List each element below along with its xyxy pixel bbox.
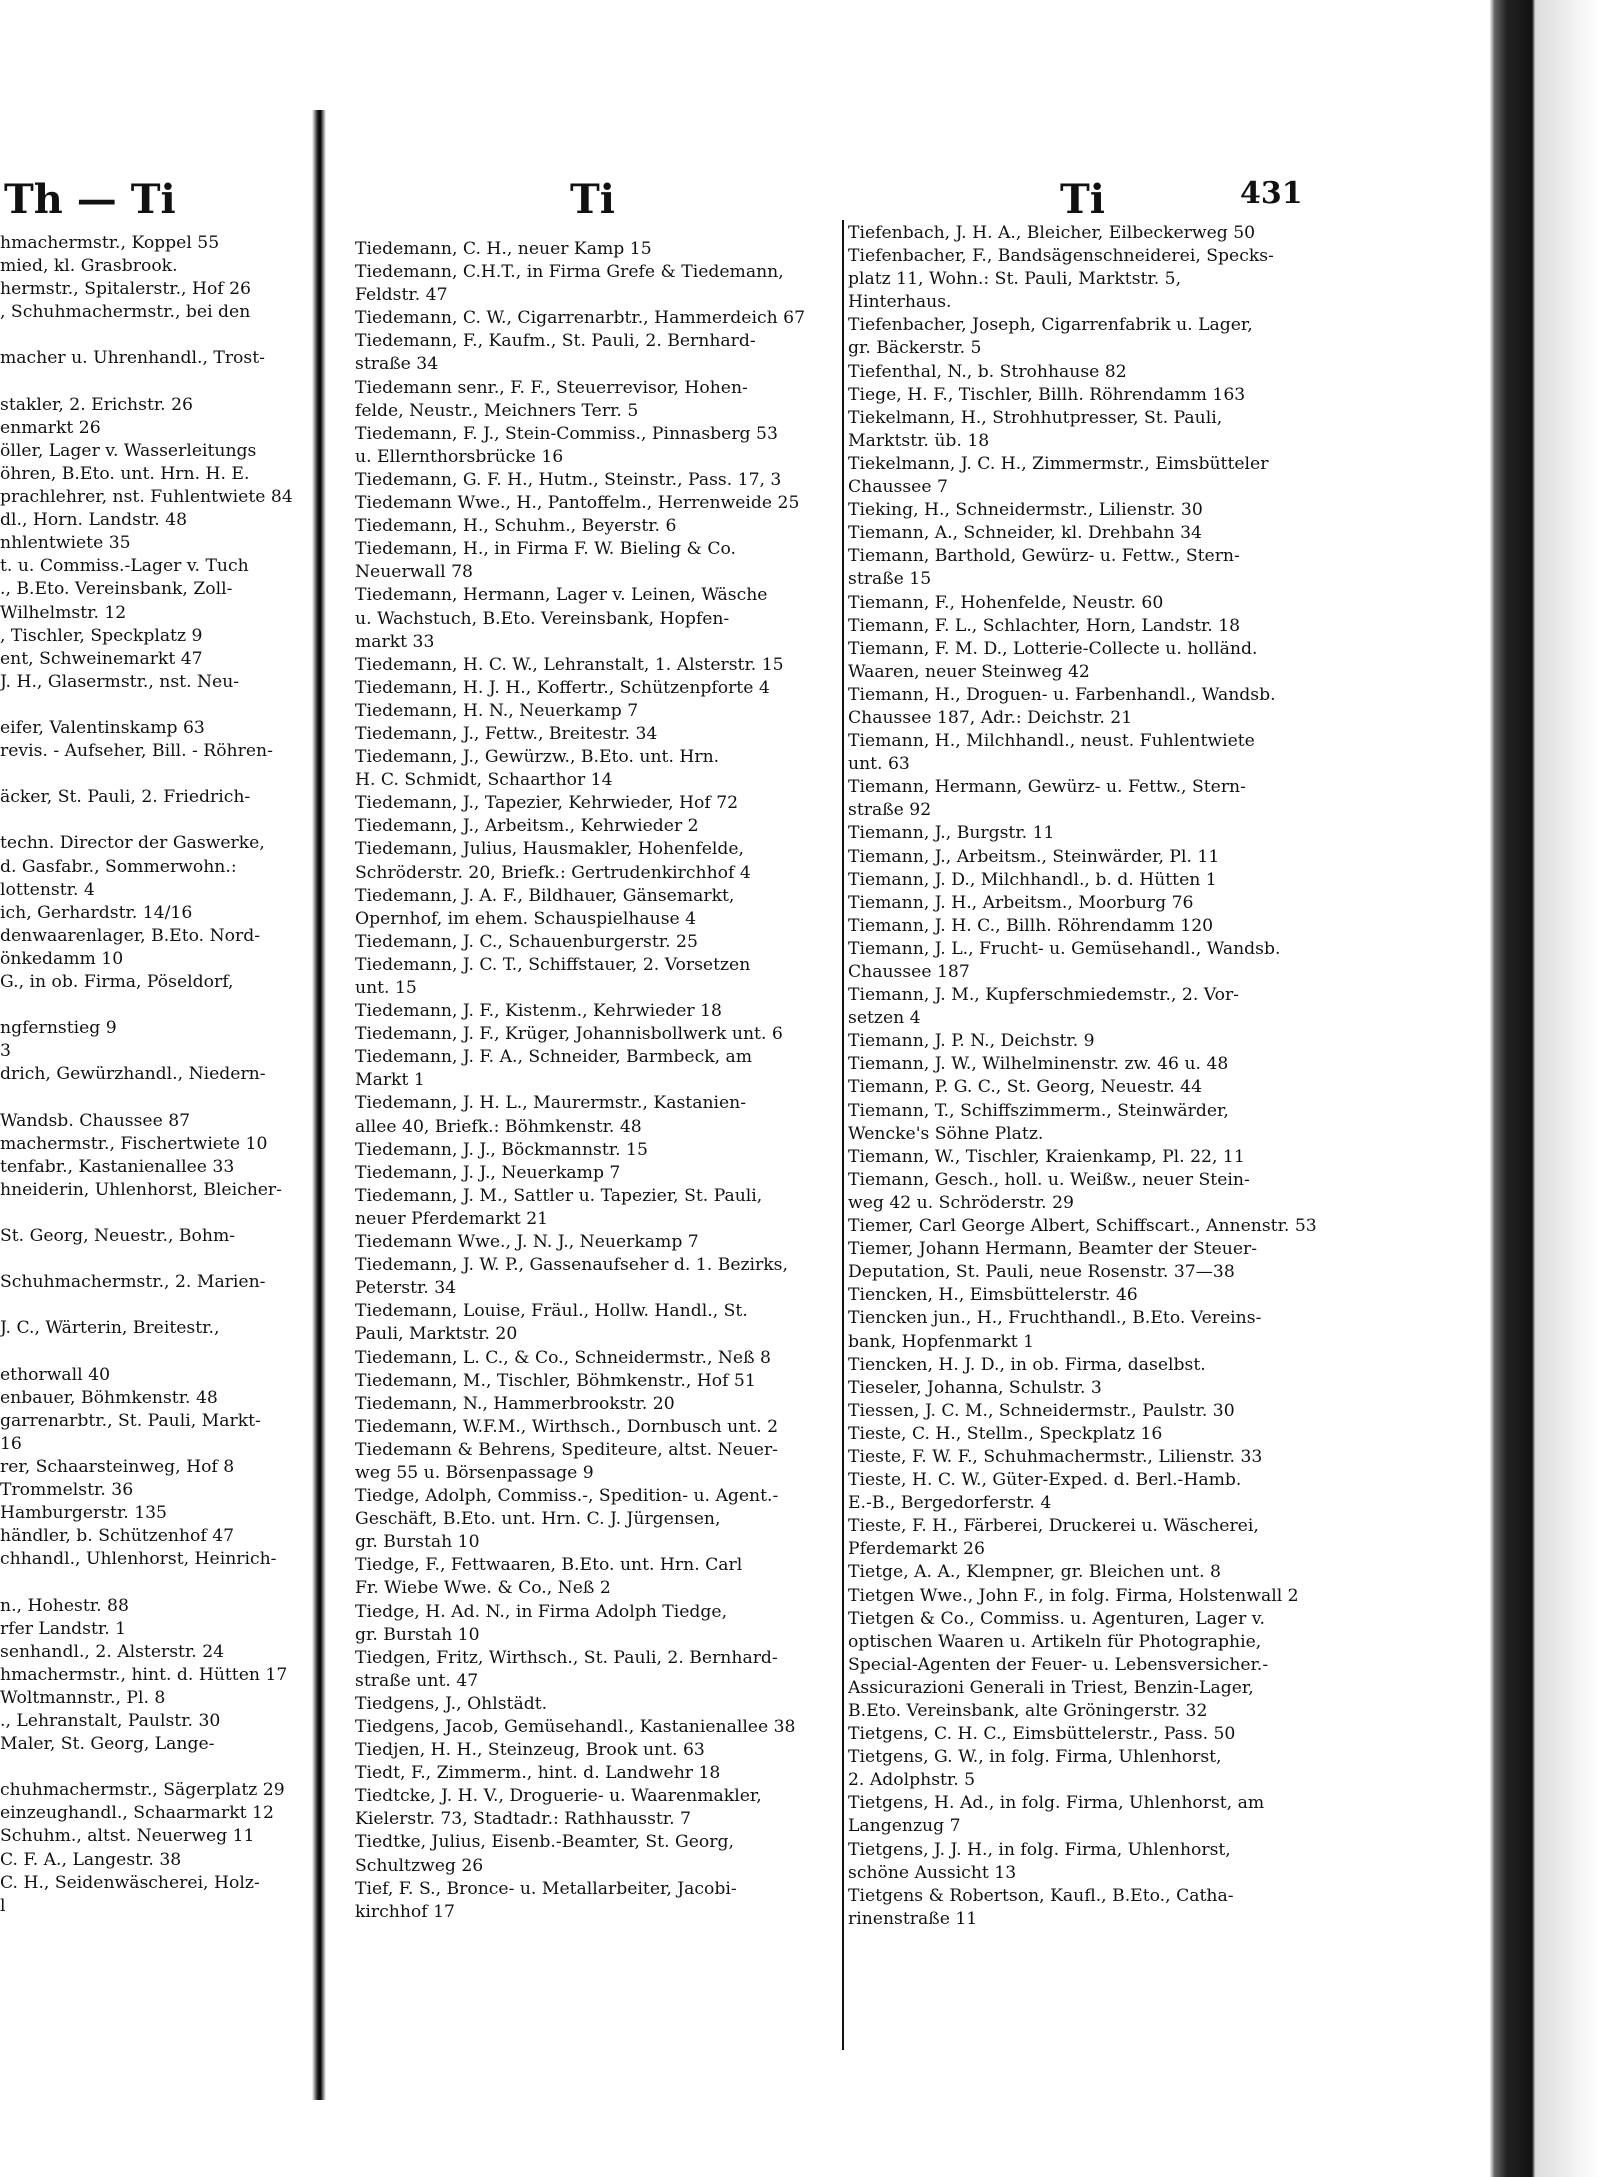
- directory-entry-line: Tiedemann, F. J., Stein-Commiss., Pinnasberg 53: [355, 423, 778, 444]
- directory-entry-line: [0, 1202, 300, 1225]
- directory-entry-line: händler, b. Schützenhof 47: [0, 1526, 235, 1547]
- directory-entry-line: ethorwall 40: [0, 1364, 110, 1385]
- directory-entry-line: Tiemer, Carl George Albert, Schiffscart., Annenstr. 53: [848, 1216, 1317, 1237]
- directory-entry-line: Markt 1: [355, 1070, 425, 1091]
- directory-entry-line: Tiedgens, J., Ohlstädt.: [355, 1693, 548, 1714]
- directory-entry-line: Tiencken, H. J. D., in ob. Firma, daselbst.: [848, 1354, 1206, 1375]
- directory-entry-line: Tief, F. S., Bronce- u. Metallarbeiter, Jacobi-: [355, 1878, 737, 1899]
- directory-entry-line: Tiedemann, F., Kaufm., St. Pauli, 2. Bernhard-: [355, 331, 756, 352]
- directory-entry-line: [0, 324, 300, 347]
- directory-entry-line: Wencke's Söhne Platz.: [848, 1123, 1044, 1144]
- directory-entry-line: n., Hohestr. 88: [0, 1595, 129, 1616]
- directory-entry-line: senhandl., 2. Alsterstr. 24: [0, 1641, 225, 1662]
- directory-entry-line: Tiedemann, J. M., Sattler u. Tapezier, St. Pauli,: [355, 1185, 763, 1206]
- directory-entry-line: Tiedemann, Louise, Fräul., Hollw. Handl., St.: [355, 1301, 748, 1322]
- directory-entry-line: weg 55 u. Börsenpassage 9: [355, 1462, 594, 1483]
- directory-entry-line: Tiemann, H., Droguen- u. Farbenhandl., Wandsb.: [848, 684, 1276, 705]
- directory-entry-line: enmarkt 26: [0, 417, 101, 438]
- directory-entry-line: rinenstraße 11: [848, 1908, 978, 1929]
- directory-entry-line: Tietgen Wwe., John F., in folg. Firma, Holstenwall 2: [848, 1585, 1299, 1606]
- directory-entry-line: 2. Adolphstr. 5: [848, 1770, 976, 1791]
- directory-entry-line: Tiedemann, H., in Firma F. W. Bieling & Co.: [355, 539, 736, 560]
- directory-entry-line: setzen 4: [848, 1008, 921, 1029]
- left-page-column: [0, 232, 300, 1918]
- directory-entry-line: [0, 763, 300, 786]
- directory-entry-line: machermstr., Fischertwiete 10: [0, 1133, 268, 1154]
- directory-entry-line: [0, 1294, 300, 1317]
- directory-entry-line: E.-B., Bergedorferstr. 4: [848, 1493, 1052, 1514]
- page-number: 431: [1240, 176, 1303, 211]
- directory-entry-line: Tieste, F. W. F., Schuhmachermstr., Lilienstr. 33: [848, 1446, 1263, 1467]
- directory-entry-line: Tiedt, F., Zimmerm., hint. d. Landwehr 18: [355, 1763, 721, 1784]
- directory-entry-line: B.Eto. Vereinsbank, alte Gröningerstr. 32: [848, 1701, 1208, 1721]
- directory-entry-line: Tiedemann, H., Schuhm., Beyerstr. 6: [355, 516, 677, 537]
- directory-entry-line: Tiedemann, J., Fettw., Breitestr. 34: [355, 723, 658, 744]
- directory-entry-line: Tiege, H. F., Tischler, Billh. Röhrendamm 163: [848, 384, 1246, 405]
- directory-entry-line: Tiekelmann, J. C. H., Zimmermstr., Eimsbütteler: [848, 453, 1269, 474]
- directory-entry-line: Tiemann, J. L., Frucht- u. Gemüsehandl., Wandsb.: [848, 938, 1281, 959]
- directory-entry-line: Tiedtcke, J. H. V., Droguerie- u. Waarenmakler,: [355, 1786, 762, 1807]
- directory-entry-line: einzeughandl., Schaarmarkt 12: [0, 1803, 274, 1824]
- directory-entry-line: Tiedjen, H. H., Steinzeug, Brook unt. 63: [355, 1740, 705, 1761]
- directory-entry-line: Pferdemarkt 26: [848, 1539, 985, 1560]
- directory-entry-line: Tiedemann, M., Tischler, Böhmkenstr., Hof 51: [355, 1370, 756, 1391]
- directory-entry-line: stakler, 2. Erichstr. 26: [0, 394, 193, 415]
- directory-entry-line: garrenarbtr., St. Pauli, Markt-: [0, 1410, 261, 1431]
- directory-entry-line: gr. Bäckerstr. 5: [848, 338, 982, 359]
- directory-entry-line: Tiedge, Adolph, Commiss.-, Spedition- u. Agent.-: [355, 1486, 779, 1507]
- directory-entry-line: önkedamm 10: [0, 948, 124, 969]
- right-column: [848, 222, 1328, 1931]
- directory-entry-line: Tiedemann, C.H.T., in Firma Grefe & Tiedemann,: [355, 262, 784, 283]
- directory-entry-line: Tieseler, Johanna, Schulstr. 3: [848, 1377, 1102, 1398]
- directory-entry-line: Tiedemann, G. F. H., Hutm., Steinstr., Pass. 17, 3: [355, 469, 782, 490]
- directory-entry-line: Wandsb. Chaussee 87: [0, 1110, 191, 1131]
- directory-entry-line: Tiedemann, W.F.M., Wirthsch., Dornbusch unt. 2: [355, 1416, 779, 1437]
- directory-entry-line: Tiedtke, Julius, Eisenb.-Beamter, St. Georg,: [355, 1832, 734, 1853]
- directory-entry-line: bank, Hopfenmarkt 1: [848, 1331, 1035, 1352]
- directory-entry-line: ., Lehranstalt, Paulstr. 30: [0, 1711, 221, 1731]
- directory-entry-line: [0, 809, 300, 832]
- directory-entry-line: Tiemann, W., Tischler, Kraienkamp, Pl. 22, 11: [848, 1146, 1245, 1167]
- directory-entry-line: felde, Neustr., Meichners Terr. 5: [355, 400, 639, 421]
- directory-entry-line: Tiefenbacher, Joseph, Cigarrenfabrik u. Lager,: [848, 315, 1253, 336]
- directory-entry-line: Special-Agenten der Feuer- u. Lebensversicher.-: [848, 1654, 1269, 1675]
- directory-entry-line: öller, Lager v. Wasserleitungs: [0, 440, 257, 461]
- directory-entry-line: ich, Gerhardstr. 14/16: [0, 902, 193, 923]
- directory-entry-line: Tiedemann, J. A. F., Bildhauer, Gänsemarkt,: [355, 885, 735, 906]
- directory-entry-line: ngfernstieg 9: [0, 1018, 117, 1039]
- directory-entry-line: [0, 1086, 300, 1109]
- directory-entry-line: Tiemann, P. G. C., St. Georg, Neuestr. 44: [848, 1077, 1203, 1098]
- directory-entry-line: Tiemer, Johann Hermann, Beamter der Steuer-: [848, 1239, 1258, 1260]
- directory-entry-line: Tiedgen, Fritz, Wirthsch., St. Pauli, 2. Bernhard-: [355, 1647, 778, 1668]
- directory-entry-line: Schuhmachermstr., 2. Marien-: [0, 1272, 266, 1293]
- directory-entry-line: Tiedemann, H. N., Neuerkamp 7: [355, 700, 639, 721]
- directory-entry-line: kirchhof 17: [355, 1901, 455, 1922]
- directory-entry-line: C. F. A., Langestr. 38: [0, 1849, 182, 1870]
- directory-entry-line: Opernhof, im ehem. Schauspielhause 4: [355, 908, 697, 929]
- directory-entry-line: Tiedemann, J. C. T., Schiffstauer, 2. Vorsetzen: [355, 954, 751, 975]
- directory-entry-line: Tiedemann, J. F. A., Schneider, Barmbeck, am: [355, 1047, 753, 1068]
- directory-entry-line: lottenstr. 4: [0, 879, 95, 900]
- directory-entry-line: Neuerwall 78: [355, 562, 473, 583]
- directory-entry-line: revis. - Aufseher, Bill. - Röhren-: [0, 741, 273, 762]
- directory-entry-line: Tiedemann, J. F., Krüger, Johannisbollwerk unt. 6: [355, 1024, 783, 1045]
- directory-entry-line: Tiedemann, J. F., Kistenm., Kehrwieder 18: [355, 1001, 722, 1022]
- directory-entry-line: Tieste, H. C. W., Güter-Exped. d. Berl.-Hamb.: [848, 1470, 1242, 1491]
- directory-entry-line: Tiedge, F., Fettwaaren, B.Eto. unt. Hrn. Carl: [355, 1555, 743, 1576]
- middle-column: [355, 238, 855, 1924]
- directory-entry-line: enbauer, Böhmkenstr. 48: [0, 1387, 218, 1408]
- directory-entry-line: straße 15: [848, 569, 932, 590]
- directory-entry-line: Tiedemann, C. W., Cigarrenarbtr., Hammerdeich 67: [355, 308, 806, 329]
- directory-entry-line: 16: [0, 1433, 22, 1454]
- directory-entry-line: schöne Aussicht 13: [848, 1862, 1017, 1883]
- directory-entry-line: Tiedemann, H. C. W., Lehranstalt, 1. Alsterstr. 15: [355, 654, 784, 675]
- directory-entry-line: Wilhelmstr. 12: [0, 602, 127, 623]
- directory-entry-line: Tietgen & Co., Commiss. u. Agenturen, Lager v.: [848, 1608, 1265, 1629]
- directory-entry-line: Tieste, F. H., Färberei, Druckerei u. Wäscherei,: [848, 1516, 1259, 1537]
- directory-entry-line: chuhmachermstr., Sägerplatz 29: [0, 1780, 285, 1801]
- directory-entry-line: denwaarenlager, B.Eto. Nord-: [0, 925, 261, 946]
- directory-entry-line: gr. Burstah 10: [355, 1624, 480, 1645]
- directory-entry-line: Tiemann, J. H., Arbeitsm., Moorburg 76: [848, 892, 1194, 913]
- directory-entry-line: Fr. Wiebe Wwe. & Co., Neß 2: [355, 1578, 611, 1599]
- directory-entry-line: Tiedemann, N., Hammerbrookstr. 20: [355, 1393, 675, 1414]
- directory-entry-line: Feldstr. 47: [355, 285, 448, 306]
- directory-entry-line: Tiedemann Wwe., H., Pantoffelm., Herrenweide 25: [355, 493, 800, 514]
- directory-entry-line: gr. Burstah 10: [355, 1532, 480, 1553]
- directory-entry-line: weg 42 u. Schröderstr. 29: [848, 1192, 1074, 1213]
- directory-entry-line: Tiemann, F. M. D., Lotterie-Collecte u. holländ.: [848, 638, 1258, 659]
- directory-entry-line: Tiemann, J. D., Milchhandl., b. d. Hütten 1: [848, 869, 1217, 890]
- directory-entry-line: Deputation, St. Pauli, neue Rosenstr. 37—38: [848, 1262, 1235, 1283]
- directory-entry-line: Tiemann, H., Milchhandl., neust. Fuhlentwiete: [848, 731, 1255, 752]
- directory-entry-line: chhandl., Uhlenhorst, Heinrich-: [0, 1549, 277, 1570]
- directory-entry-line: u. Wachstuch, B.Eto. Vereinsbank, Hopfen-: [355, 608, 730, 629]
- directory-entry-line: Kielerstr. 73, Stadtadr.: Rathhausstr. 7: [355, 1809, 691, 1830]
- directory-entry-line: Tiedemann, J., Arbeitsm., Kehrwieder 2: [355, 816, 699, 837]
- directory-entry-line: [0, 1756, 300, 1779]
- directory-entry-line: drich, Gewürzhandl., Niedern-: [0, 1064, 266, 1085]
- directory-entry-line: Tiefenbacher, F., Bandsägenschneiderei, Specks-: [848, 246, 1274, 267]
- directory-entry-line: , Tischler, Speckplatz 9: [0, 625, 203, 646]
- directory-entry-line: Tiedemann Wwe., J. N. J., Neuerkamp 7: [355, 1232, 699, 1253]
- directory-entry-line: Tietge, A. A., Klempner, gr. Bleichen unt. 8: [848, 1562, 1221, 1583]
- directory-entry-line: Tieste, C. H., Stellm., Speckplatz 16: [848, 1423, 1163, 1444]
- directory-entry-line: Tiedemann, J. J., Böckmannstr. 15: [355, 1139, 648, 1160]
- directory-entry-line: H. C. Schmidt, Schaarthor 14: [355, 770, 613, 791]
- directory-entry-line: Tieking, H., Schneidermstr., Lilienstr. 30: [848, 500, 1203, 521]
- directory-entry-line: straße unt. 47: [355, 1670, 479, 1691]
- directory-entry-line: prachlehrer, nst. Fuhlentwiete 84: [0, 487, 293, 508]
- directory-entry-line: äcker, St. Pauli, 2. Friedrich-: [0, 787, 251, 808]
- directory-entry-line: Marktstr. üb. 18: [848, 430, 990, 451]
- directory-entry-line: Tiemann, T., Schiffszimmerm., Steinwärder,: [848, 1100, 1229, 1121]
- directory-entry-line: straße 92: [848, 800, 932, 821]
- directory-entry-line: Tiedemann & Behrens, Spediteure, altst. Neuer-: [355, 1439, 778, 1460]
- book-gutter: [312, 110, 326, 2100]
- directory-entry-line: Tiemann, J., Arbeitsm., Steinwärder, Pl. 11: [848, 846, 1220, 867]
- directory-entry-line: tenfabr., Kastanienallee 33: [0, 1156, 235, 1177]
- directory-entry-line: Tiedemann, J., Tapezier, Kehrwieder, Hof 72: [355, 793, 739, 814]
- directory-entry-line: Tiemann, Barthold, Gewürz- u. Fettw., Stern-: [848, 546, 1240, 567]
- directory-entry-line: Tiedemann, J. W. P., Gassenaufseher d. 1. Bezirks,: [355, 1255, 788, 1276]
- directory-entry-line: eifer, Valentinskamp 63: [0, 717, 205, 738]
- directory-entry-line: Tiemann, Hermann, Gewürz- u. Fettw., Stern-: [848, 777, 1246, 798]
- directory-entry-line: Geschäft, B.Eto. unt. Hrn. C. J. Jürgensen,: [355, 1509, 721, 1530]
- directory-entry-line: Tiemann, J., Burgstr. 11: [848, 823, 1055, 844]
- directory-entry-line: hneiderin, Uhlenhorst, Bleicher-: [0, 1179, 282, 1200]
- directory-entry-line: Chaussee 187: [848, 962, 970, 982]
- directory-entry-line: platz 11, Wohn.: St. Pauli, Marktstr. 5,: [848, 269, 1182, 290]
- directory-entry-line: markt 33: [355, 631, 435, 652]
- directory-entry-line: l: [0, 1895, 6, 1916]
- directory-entry-line: Peterstr. 34: [355, 1278, 457, 1299]
- directory-entry-line: mied, kl. Grasbrook.: [0, 256, 178, 277]
- directory-entry-line: Schultzweg 26: [355, 1855, 484, 1876]
- directory-entry-line: Tiemann, J. P. N., Deichstr. 9: [848, 1031, 1095, 1052]
- directory-entry-line: Tiedemann, H. J. H., Koffertr., Schützenpforte 4: [355, 677, 770, 698]
- directory-entry-line: Tietgens, H. Ad., in folg. Firma, Uhlenhorst, am: [848, 1793, 1265, 1814]
- directory-entry-line: Woltmannstr., Pl. 8: [0, 1687, 166, 1708]
- directory-entry-line: hermstr., Spitalerstr., Hof 26: [0, 279, 251, 300]
- directory-entry-line: Tiefenbach, J. H. A., Bleicher, Eilbeckerweg 50: [848, 223, 1256, 243]
- directory-entry-line: öhren, B.Eto. unt. Hrn. H. E.: [0, 463, 250, 484]
- directory-entry-line: Pauli, Marktstr. 20: [355, 1324, 518, 1345]
- left-page-header: Th — Ti: [4, 176, 176, 223]
- directory-entry-line: nhlentwiete 35: [0, 533, 131, 554]
- directory-entry-line: Tiessen, J. C. M., Schneidermstr., Paulstr. 30: [848, 1400, 1235, 1421]
- directory-entry-line: [0, 1341, 300, 1364]
- directory-entry-line: straße 34: [355, 354, 439, 375]
- directory-entry-line: Tiekelmann, H., Strohhutpresser, St. Pauli,: [848, 407, 1223, 428]
- directory-entry-line: Tiemann, J. M., Kupferschmiedemstr., 2. Vor-: [848, 985, 1239, 1006]
- directory-entry-line: J. H., Glasermstr., nst. Neu-: [0, 671, 240, 692]
- directory-entry-line: Tiefenthal, N., b. Strohhause 82: [848, 361, 1127, 382]
- directory-entry-line: optischen Waaren u. Artikeln für Photographie,: [848, 1631, 1262, 1652]
- directory-entry-line: Tiemann, A., Schneider, kl. Drehbahn 34: [848, 523, 1202, 544]
- directory-entry-line: [0, 371, 300, 394]
- directory-entry-line: Tietgens, J. J. H., in folg. Firma, Uhlenhorst,: [848, 1839, 1231, 1860]
- directory-entry-line: Schuhm., altst. Neuerweg 11: [0, 1826, 255, 1847]
- directory-entry-line: rfer Landstr. 1: [0, 1618, 127, 1639]
- directory-entry-line: Tietgens, C. H. C., Eimsbüttelerstr., Pass. 50: [848, 1724, 1236, 1745]
- directory-entry-line: Tiencken jun., H., Fruchthandl., B.Eto. Vereins-: [848, 1308, 1262, 1329]
- directory-entry-line: Tiedgens, Jacob, Gemüsehandl., Kastanienallee 38: [355, 1717, 796, 1737]
- directory-entry-line: J. C., Wärterin, Breitestr.,: [0, 1318, 220, 1339]
- directory-entry-line: hmachermstr., hint. d. Hütten 17: [0, 1664, 288, 1685]
- directory-entry-line: u. Ellernthorsbrücke 16: [355, 446, 564, 467]
- directory-entry-line: Tiedemann, L. C., & Co., Schneidermstr., Neß 8: [355, 1347, 771, 1368]
- directory-entry-line: hmachermstr., Koppel 55: [0, 233, 220, 253]
- directory-entry-line: d. Gasfabr., Sommerwohn.:: [0, 856, 237, 877]
- directory-entry-line: Tiedemann, C. H., neuer Kamp 15: [355, 239, 652, 259]
- directory-entry-line: ., B.Eto. Vereinsbank, Zoll-: [0, 579, 233, 600]
- directory-entry-line: Langenzug 7: [848, 1816, 961, 1837]
- directory-entry-line: Hamburgerstr. 135: [0, 1503, 167, 1524]
- directory-entry-line: G., in ob. Firma, Pöseldorf,: [0, 972, 234, 992]
- directory-entry-line: Assicurazioni Generali in Triest, Benzin-Lager,: [848, 1677, 1254, 1698]
- directory-entry-line: Tiemann, F. L., Schlachter, Horn, Landstr. 18: [848, 615, 1241, 636]
- directory-entry-line: techn. Director der Gaswerke,: [0, 833, 265, 854]
- directory-entry-line: unt. 15: [355, 978, 417, 998]
- directory-entry-line: Tiemann, F., Hohenfelde, Neustr. 60: [848, 592, 1164, 613]
- directory-entry-line: Tiemann, J. H. C., Billh. Röhrendamm 120: [848, 915, 1214, 936]
- directory-entry-line: dl., Horn. Landstr. 48: [0, 510, 188, 531]
- right-header: Ti: [1060, 176, 1105, 223]
- directory-entry-line: Tietgens & Robertson, Kaufl., B.Eto., Catha-: [848, 1885, 1234, 1906]
- directory-entry-line: neuer Pferdemarkt 21: [355, 1208, 549, 1229]
- directory-entry-line: [0, 1571, 300, 1594]
- directory-entry-line: Tietgens, G. W., in folg. Firma, Uhlenhorst,: [848, 1747, 1222, 1768]
- directory-entry-line: Tiedge, H. Ad. N., in Firma Adolph Tiedge,: [355, 1601, 728, 1622]
- directory-entry-line: Tiedemann, Hermann, Lager v. Leinen, Wäsche: [355, 585, 768, 606]
- directory-entry-line: Maler, St. Georg, Lange-: [0, 1734, 215, 1755]
- directory-entry-line: Chaussee 187, Adr.: Deichstr. 21: [848, 707, 1133, 728]
- directory-entry-line: macher u. Uhrenhandl., Trost-: [0, 348, 265, 369]
- directory-entry-line: Tiedemann senr., F. F., Steuerrevisor, Hohen-: [355, 377, 748, 398]
- directory-entry-line: Trommelstr. 36: [0, 1480, 134, 1501]
- directory-entry-line: St. Georg, Neuestr., Bohm-: [0, 1226, 236, 1247]
- directory-entry-line: Chaussee 7: [848, 477, 948, 498]
- directory-entry-line: Tiedemann, Julius, Hausmakler, Hohenfelde,: [355, 839, 745, 860]
- directory-entry-line: Tiedemann, J. C., Schauenburgerstr. 25: [355, 931, 698, 952]
- directory-entry-line: Tiemann, Gesch., holl. u. Weißw., neuer Stein-: [848, 1169, 1250, 1190]
- directory-entry-line: C. H., Seidenwäscherei, Holz-: [0, 1872, 260, 1893]
- directory-entry-line: , Schuhmachermstr., bei den: [0, 302, 251, 323]
- directory-entry-line: ent, Schweinemarkt 47: [0, 648, 203, 669]
- directory-entry-line: unt. 63: [848, 754, 910, 775]
- directory-entry-line: Tiedemann, J. H. L., Maurermstr., Kastanien-: [355, 1093, 747, 1114]
- directory-entry-line: Tiemann, J. W., Wilhelminenstr. zw. 46 u. 48: [848, 1054, 1229, 1075]
- directory-entry-line: t. u. Commiss.-Lager v. Tuch: [0, 556, 249, 577]
- page-edge: [1430, 0, 1600, 2177]
- directory-entry-line: [0, 1248, 300, 1271]
- directory-entry-line: rer, Schaarsteinweg, Hof 8: [0, 1456, 235, 1477]
- center-header: Ti: [570, 176, 615, 223]
- directory-entry-line: Tiencken, H., Eimsbüttelerstr. 46: [848, 1285, 1138, 1306]
- directory-entry-line: allee 40, Briefk.: Böhmkenstr. 48: [355, 1116, 642, 1137]
- directory-entry-line: Tiedemann, J., Gewürzw., B.Eto. unt. Hrn.: [355, 747, 720, 768]
- directory-entry-line: 3: [0, 1041, 11, 1062]
- directory-entry-line: Hinterhaus.: [848, 292, 952, 313]
- directory-entry-line: [0, 994, 300, 1017]
- directory-entry-line: Schröderstr. 20, Briefk.: Gertrudenkirchhof 4: [355, 862, 751, 883]
- directory-entry-line: [0, 694, 300, 717]
- directory-entry-line: Waaren, neuer Steinweg 42: [848, 661, 1090, 682]
- directory-entry-line: Tiedemann, J. J., Neuerkamp 7: [355, 1162, 621, 1183]
